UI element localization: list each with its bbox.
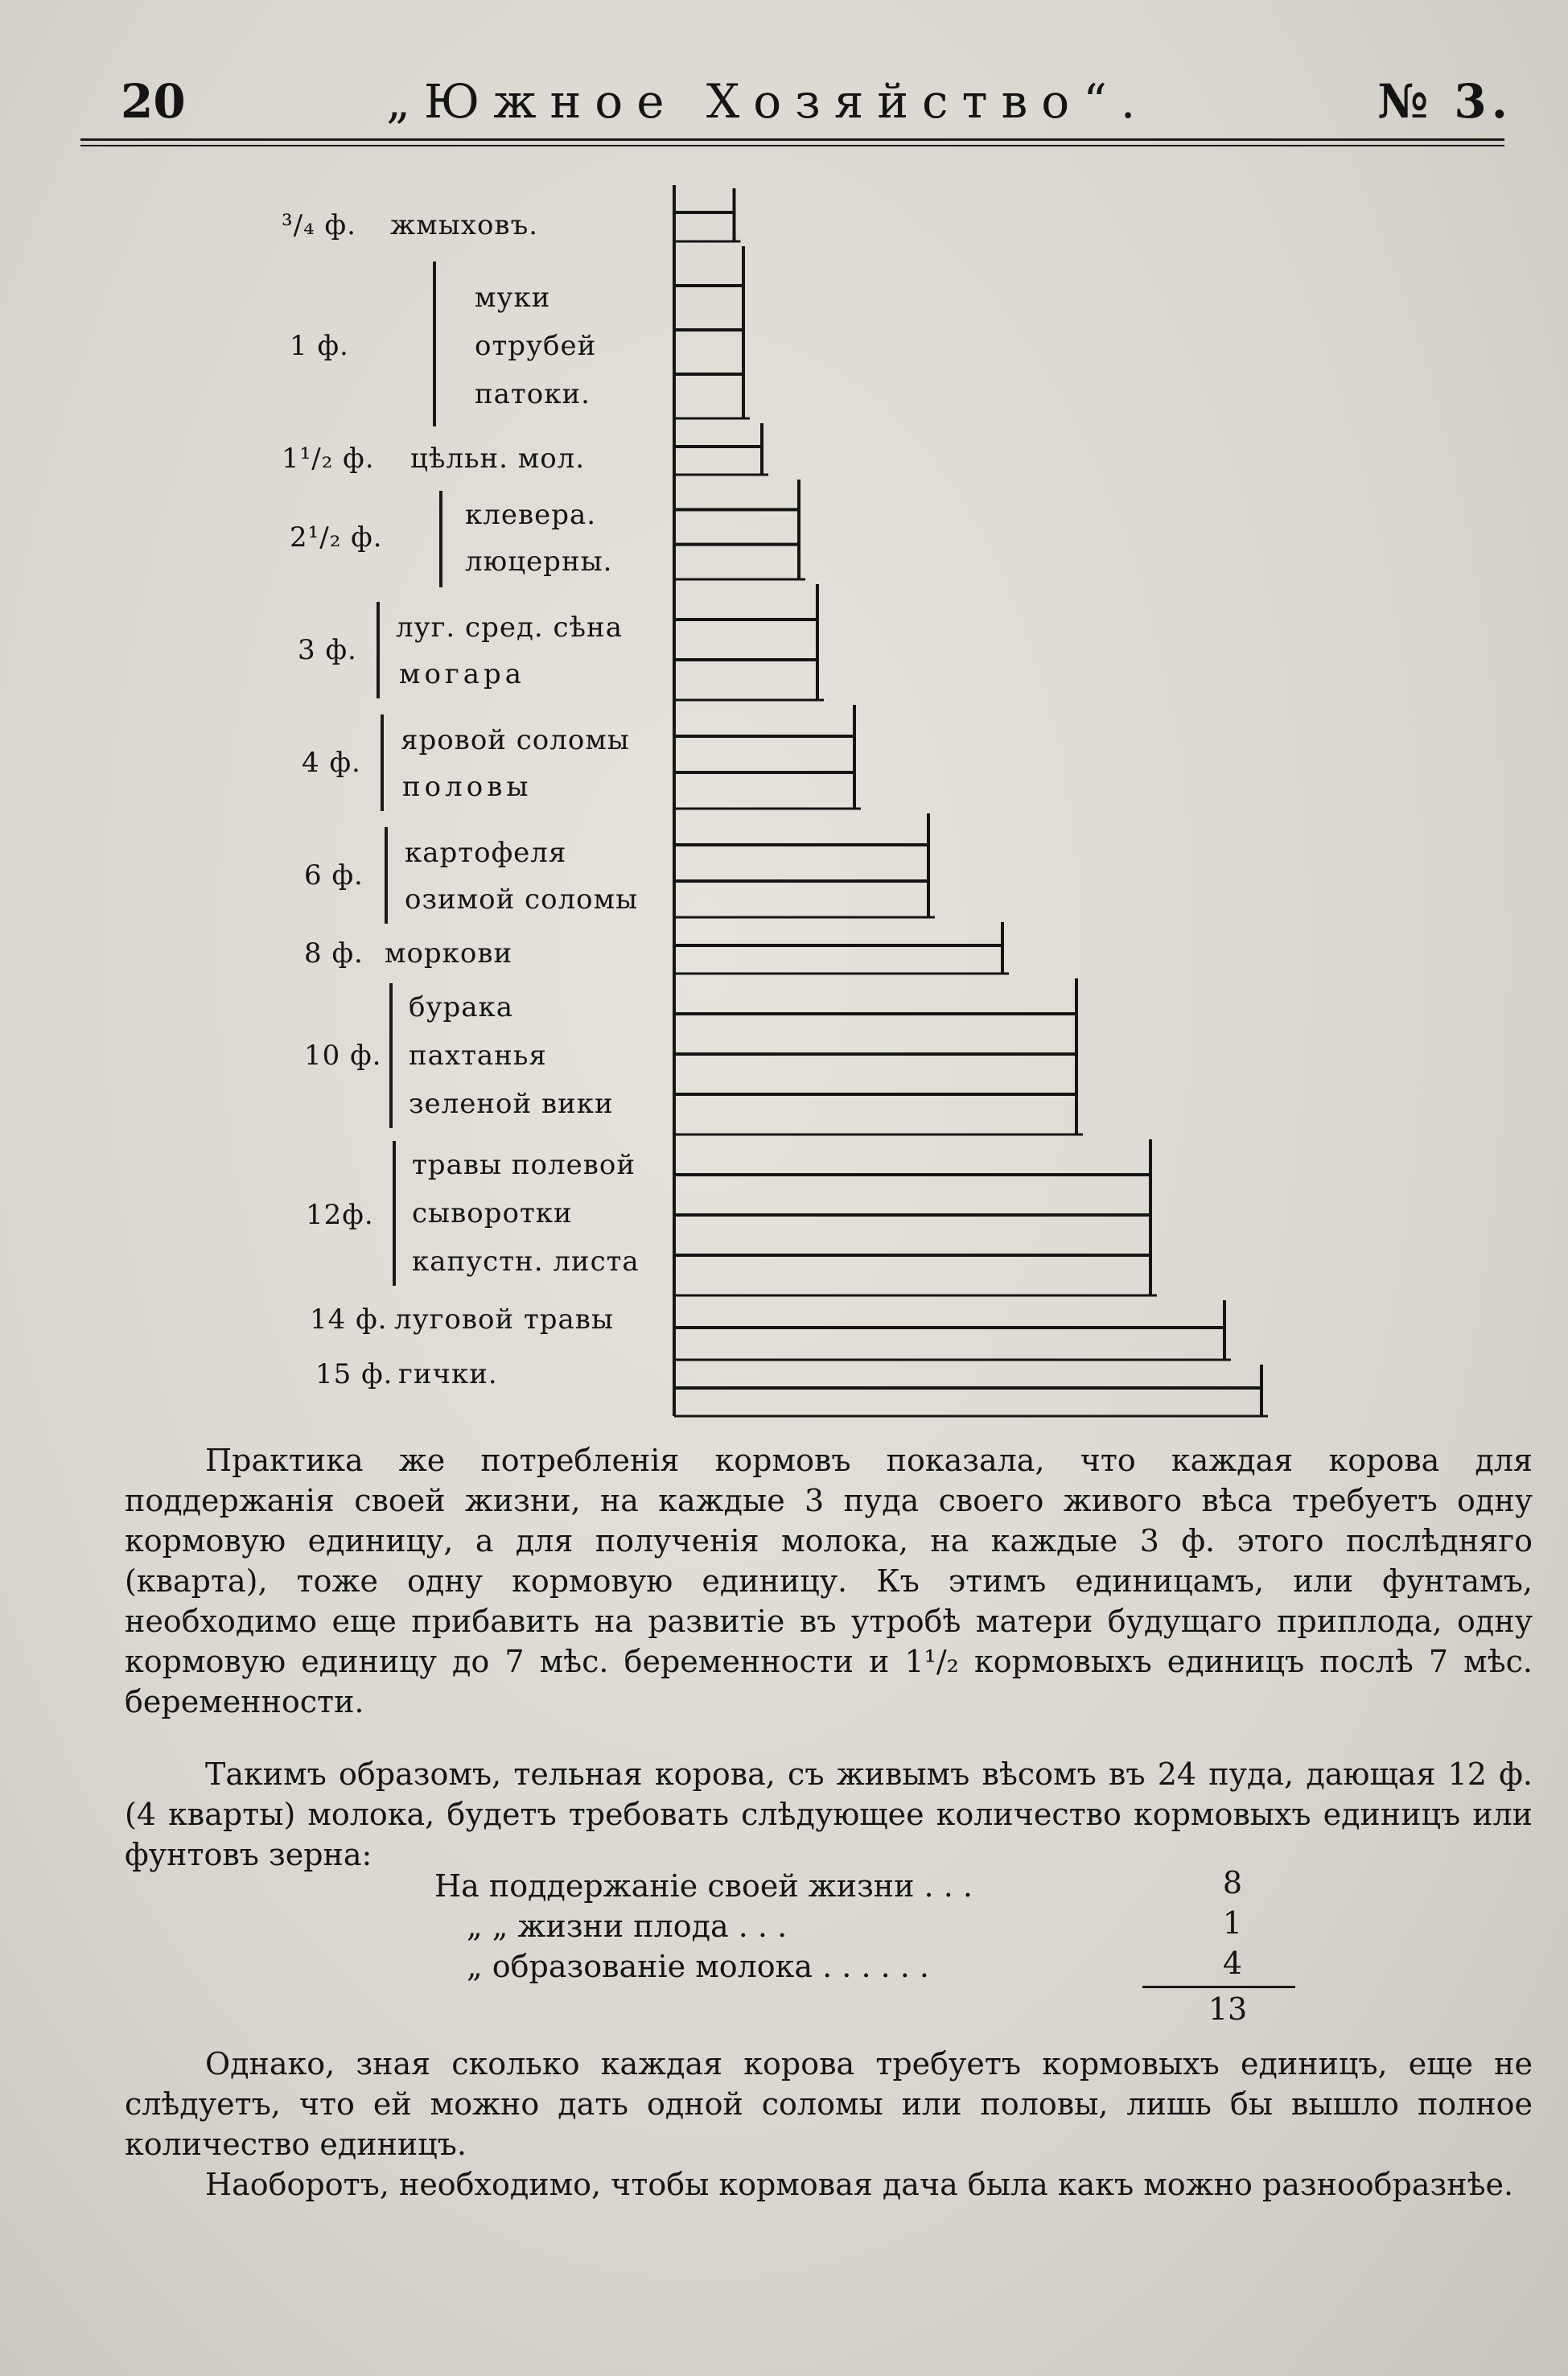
paragraph-1	[125, 1440, 1533, 1722]
feed-item: бурака	[409, 991, 514, 1023]
paragraph-2	[125, 1754, 1533, 1875]
feed-item: капустн. листа	[412, 1246, 640, 1278]
feed-item: пахтанья	[409, 1040, 547, 1072]
amount-label: 2¹/₂ ф.	[290, 521, 383, 554]
feed-item: зеленой вики	[409, 1088, 614, 1120]
feed-item: сыворотки	[412, 1197, 573, 1229]
feed-item: половы	[402, 771, 533, 803]
amount-label: 3 ф.	[298, 634, 357, 666]
paragraph-3	[125, 2044, 1533, 2164]
sum-line	[1142, 1986, 1295, 1988]
feed-item: яровой соломы	[401, 724, 630, 756]
page-number: 20	[121, 74, 186, 129]
paragraph-text: Практика же потребленія кормовъ показала, что каждая корова для поддержанія своей жизни, на каждые 3 пуда своего живого вѣса требуетъ одну кормовую единицу, а для полученія молока, на каждые 3 ф. этого послѣдняго (кварта), тоже одну кормовую единицу. Къ этимъ единицамъ, или фунтамъ, необходимо еще прибавить на развитіе въ утробѣ матери будущаго приплода, одну кормовую единицу до 7 мѣс. беременности и 1¹/₂ кормовыхъ единицъ послѣ 7 мѣс. беременности.	[125, 1443, 1533, 1719]
feed-item: гички.	[398, 1358, 498, 1390]
feed-item: картофеля	[405, 837, 567, 869]
amount-label: 1¹/₂ ф.	[282, 443, 375, 475]
paragraph-text: Такимъ образомъ, тельная корова, съ живымъ вѣсомъ въ 24 пуда, дающая 12 ф. (4 кварты) молока, будетъ требовать слѣдующее количество кормовыхъ единицъ или фунтовъ зерна:	[125, 1756, 1533, 1872]
feed-item: озимой соломы	[405, 883, 639, 916]
amount-label: 10 ф.	[304, 1040, 382, 1072]
feed-item: отрубей	[475, 330, 597, 362]
amount-label: 8 ф.	[304, 937, 364, 970]
amount-label: 1 ф.	[290, 330, 349, 362]
calc-value: 1	[1222, 1905, 1243, 1941]
paragraph-text: Однако, зная сколько каждая корова требуетъ кормовыхъ единицъ, еще не слѣдуетъ, что ей можно дать одной соломы или половы, лишь бы вышло полное количество единицъ.	[125, 2046, 1533, 2162]
feed-item: клевера.	[465, 499, 597, 531]
feed-item: моркови	[385, 937, 513, 970]
calc-line: „ образованіе молока . . . . . .	[467, 1949, 930, 1984]
amount-label: 14 ф.	[310, 1303, 388, 1336]
calc-total: 13	[1208, 1991, 1248, 2027]
journal-title: „Южное Хозяйство“.	[386, 74, 1150, 129]
feed-item: жмыховъ.	[390, 209, 539, 241]
feed-item: луг. сред. сѣна	[396, 612, 623, 644]
calc-value: 8	[1222, 1865, 1243, 1900]
amount-label: 15 ф.	[315, 1358, 393, 1390]
feed-item: люцерны.	[465, 546, 613, 578]
amount-label: ³/₄ ф.	[282, 209, 356, 241]
calc-value: 4	[1222, 1946, 1243, 1981]
amount-label: 6 ф.	[304, 859, 364, 892]
calc-line: На поддержаніе своей жизни . . .	[434, 1868, 973, 1904]
paragraph-4	[125, 2164, 1533, 2205]
feed-item: луговой травы	[394, 1303, 615, 1336]
amount-label: 12ф.	[306, 1199, 374, 1231]
issue-number: № 3.	[1377, 74, 1512, 129]
feed-item: травы полевой	[412, 1149, 636, 1181]
feed-item: муки	[475, 282, 551, 314]
feed-item: цѣльн. мол.	[410, 443, 586, 475]
feed-item: могара	[399, 658, 526, 690]
feed-item: патоки.	[475, 378, 591, 410]
calc-line: „ „ жизни плода . . .	[467, 1909, 788, 1944]
paragraph-text: Наоборотъ, необходимо, чтобы кормовая дача была какъ можно разнообразнѣе.	[205, 2167, 1514, 2202]
amount-label: 4 ф.	[302, 747, 361, 779]
